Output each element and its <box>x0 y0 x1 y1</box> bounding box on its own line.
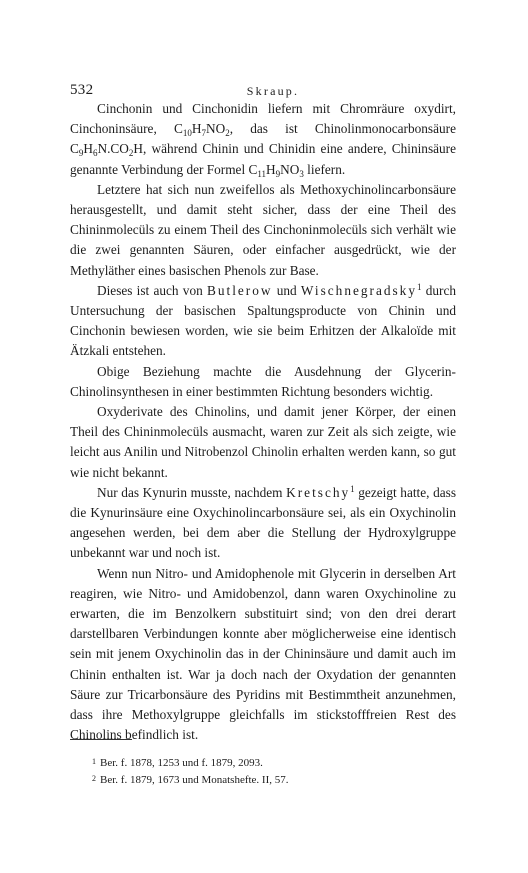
author-name: Kretschy <box>286 484 351 500</box>
paragraph-3: Dieses ist auch von Butlerow und Wischnegradsky$^1$ durch Untersuchung der basischen Spaltungsproducte von Chinin und Cinchonin bewiesen worden, wie sie beim Erhitzen der Alkaloïde mit Ätzkali entstehen. <box>70 281 456 359</box>
footnote-ref: 1 <box>416 281 422 292</box>
paragraph-5: Oxyderivate des Chinolins, und damit jener Körper, der einen Theil des Chininmolecüls ausmacht, waren zur Zeit als sich zeigte, wie leicht aus Anilin und Nitrobenzol Chinolin erhalten werden kann, so gut wie nicht bekannt. <box>70 404 456 480</box>
author-name: Wischnegradsky <box>300 282 417 298</box>
paragraph-2: Letztere hat sich nun zweifellos als Methoxychinolincarbonsäure herausgestellt, und damit steht sicher, dass der eine Theil des Chininmolecüls zu einem Theil des Cinchoninmolecüls sich verhält wie die zwei genannten Säuren, oder einfacher ausgedrückt, wie der Methyläther eines basischen Phenols zur Base. <box>70 181 456 278</box>
author-name: Butlerow <box>206 282 273 298</box>
paragraph-7: Wenn nun Nitro- und Amidophenole mit Glycerin in derselben Art reagiren, wie Nitro- und Amidobenzol, dann waren Oxychinoline zu erwarten, die im Benzolkern substituirt sind; von den drei derart darstellbaren Verbindungen konnte aber möglicherweise eine identisch sein mit jenem Oxychinolin das in der Chininsäure und damit auch im Chinin enthalten ist. War ja doch nach der Oxydation der genannten Säure zur Tricarbonsäure des Pyridins mit Bestimmtheit anzunehmen, dass ihre Methoxylgruppe gleichfalls im stickstofffreien Rest des Chinolins befindlich ist. <box>70 565 456 743</box>
footnote: 1 Ber. f. 1878, 1253 und f. 1879, 2093. <box>92 757 263 769</box>
footnote-divider <box>70 739 132 740</box>
paragraph-1: Cinchonin und Cinchonidin liefern mit Chromräure oxydirt, Cinchoninsäure, $C_{10}H_7NO_2$, das ist Chinolinmonocarbonsäure $C_9H_6N.CO_2H$, während Chinin und Chinidin eine andere, Chininsäure genannte Verbindung der Formel $C_{11}H_9NO_3$ liefern. <box>70 101 456 179</box>
paragraph-4: Obige Beziehung machte die Ausdehnung der Glycerin-Chinolinsynthesen in einer bestimmten Richtung besonders wichtig. <box>70 363 456 399</box>
running-head: Skraup. <box>246 84 300 98</box>
footnote-ref: 1 <box>350 483 355 494</box>
body-text <box>70 99 456 746</box>
paragraph-6: Nur das Kynurin musste, nachdem Kretschy$^1$ gezeigt hatte, dass die Kynurinsäure eine Oxychinolincarbonsäure sei, als ein Oxychinolin angesehen werden, bei dem aber die Stellung der Hydroxylgruppe unbekannt war und noch ist. <box>70 483 456 561</box>
page-number: 532 <box>70 82 94 98</box>
footnotes <box>92 754 452 788</box>
footnote: 2 Ber. f. 1879, 1673 und Monatshefte. II, 57. <box>92 774 289 786</box>
